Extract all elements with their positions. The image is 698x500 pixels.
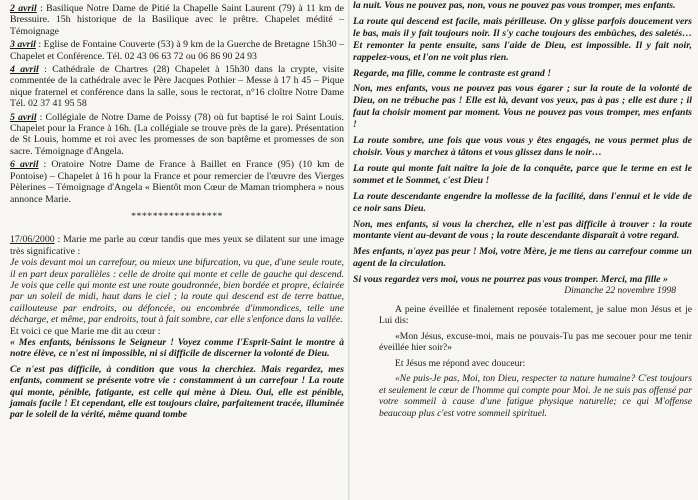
schedule-entry [10,39,344,62]
message-paragraph: Regarde, ma fille, comme le contraste est grand ! [353,67,552,79]
entry-date: 2 avril [10,3,37,14]
entry-text: : Oratoire Notre Dame de France à Baillet en France (95) (10 km de Pontoise) – Chapelet à 16 h pour la France et pour remercier de l'œuvre des Vierges Pèlerines – Témoignage d'Angela « Bientôt mon Cœur de Maman triomphera » nous annonce Marie. [10,159,344,205]
entry-text: : Collégiale de Notre Dame de Poissy (78) où fut baptisé le roi Saint Louis. Chapelet pour la France à 16h. (La collégiale se trouve près de la gare). Présentation de St Louis, homme et roi avec les promesses de son baptême et promesses de son sacre. Témoignage d'Angela. [10,111,344,157]
message-paragraph: Mes enfants, n'ayez pas peur ! Moi, votre Mère, je me tiens au carrefour comme un agent de la circulation. [353,246,692,270]
signature-date: Dimanche 22 novembre 1998 [564,286,676,297]
message-date: 17/06/2000 [10,234,55,246]
entry-date: 3 avril [10,39,36,51]
message-paragraph: La route qui descend est facile, mais périlleuse. On y glisse parfois doucement vers le bas, mais il y fait toujours noir. Il s'y cache toujours des embûches, des saletés… Et remonter la pente ensuite, sans l'aide de Dieu, est impossible. Il y fait noir, rappelez-vous, et l'on ne voit plus rien. [353,15,692,63]
message-paragraph: La route sombre, une fois que vous vous y êtes engagés, ne vous permet plus de choisir. Vous y marchez à tâtons et vous glissez dans le noir… [353,135,692,158]
entry-date: 5 avril [10,111,37,123]
right-page [349,0,698,500]
vision-description: Je vois devant moi un carrefour, ou mieux une bifurcation, vu que, d'une seule route, il en part deux parallèles : celle de droite qui monte et celle de gauche qui descend. Je vois que celle qui monte est une route goudronnée, bien bordée et propre, éclairée par un soleil de midi, haut dans le ciel ; la route qui descend est de terre battue, caillouteuse par endroits, ou défoncée, ou encombrée d'immondices, telle une décharge, et même, par endroits, tout à fait sombre, car elle s'enfonce dans la vallée. [10,257,344,326]
marie-message-continued: Ce n'est pas difficile, à condition que vous la cherchiez. Mais regardez, mes enfants, comment se présente votre vie : constamment à un carrefour ! La route qui monte, pénible, fatigante, est celle qui mène à Dieu. Oui, elle est pénible, jamais facile ! Et cependant, elle est toujours claire, parfaitement tracée, illuminée par le soleil de la vérité, même quand tombe [10,363,344,421]
marie-intro: Et voici ce que Marie me dit au cœur : [10,325,161,337]
message-intro-text: : Marie me parle au cœur tandis que mes yeux se dilatent sur une image très significative : [10,234,344,257]
schedule-entry [10,64,344,110]
dialogue-intro: A peine éveillée et finalement reposée totalement, je salue mon Jésus et je Lui dis: [379,303,692,327]
entry-text: : Eglise de Fontaine Couverte (53) à 9 km de la Guerche de Bretagne 15h30 – Chapelet et Conférence. Tél. 02 43 06 63 72 ou 06 86 90 24 93 [10,39,345,62]
dialogue-question: «Mon Jésus, excuse-moi, mais ne pouvais-Tu pas me secouer pour me tenir éveillée hier soir?» [379,330,692,354]
dialogue-reply-intro: Et Jésus me répond avec douceur: [395,357,526,369]
schedule-entry [10,159,344,205]
entry-date: 4 avril [10,64,39,76]
message-intro [10,234,344,257]
dialogue-reply: «Ne puis-Je pas, Moi, ton Dieu, respecter ta nature humaine? C'est toujours et seulement le cœur de l'homme qui compte pour Moi. Je ne suis pas offensé par votre sommeil à cause d'une fatigue physique naturelle; ce qui M'offense beaucoup plus c'est votre sommeil spirituel. [379,373,692,419]
schedule-entry [10,112,344,158]
section-separator: ***************** [131,210,223,222]
message-paragraph: La route descendante engendre la mollesse de la facilité, dans l'ennui et le vide de ce noir sans Dieu. [353,190,692,214]
pilgrimage-schedule [10,3,344,205]
marie-message-opening: « Mes enfants, bénissons le Seigneur ! Voyez comme l'Esprit-Saint le montre à notre élève, ce n'est ni impossible, ni si difficile de discerner la volonté de Dieu. [10,336,344,360]
message-paragraph: la nuit. Vous ne pouvez pas, non, vous ne pouvez pas vous tromper, mes enfants. [353,0,676,11]
schedule-entry [10,3,344,37]
message-paragraph: Non, mes enfants, si vous la cherchez, elle n'est pas difficile à trouver : la route montante vient au-devant de vous ; la route descendante disparaît à votre regard. [353,218,692,242]
entry-text: : Basilique Notre Dame de Pitié la Chapelle Saint Laurent (79) à 11 km de Bressuire. 15h historique de la Basilique avec le prêtre. Chapelet médité – Témoignage [10,3,345,37]
message-paragraph: Si vous regardez vers moi, vous ne pourrez pas vous tromper. Merci, ma fille » [353,274,668,286]
message-paragraph: La route qui monte fait naître la joie de la conquête, parce que le terme en est le sommet et le Sommet, c'est Dieu ! [353,162,692,186]
entry-date: 6 avril [10,159,39,171]
entry-text: : Cathédrale de Chartres (28) Chapelet à 15h30 dans la crypte, visite commentée de la cathédrale avec le Père Jacques Pothier – Messe à 17 h 45 – Pique nique fraternel et conférence dans la salle, sous le rectorat, n°16 cloître Notre Dame Tél. 02 37 41 95 58 [10,64,344,110]
jesus-dialogue [353,304,692,420]
message-paragraph: Non, mes enfants, vous ne pouvez pas vous égarer ; sur la route de la volonté de Dieu, on ne trébuche pas ! Elle est là, devant vos yeux, pas à pas ; elle est dure ; il faut la choisir moment par moment. Vous ne pouvez pas vous tromper, mes enfants ! [353,83,692,131]
